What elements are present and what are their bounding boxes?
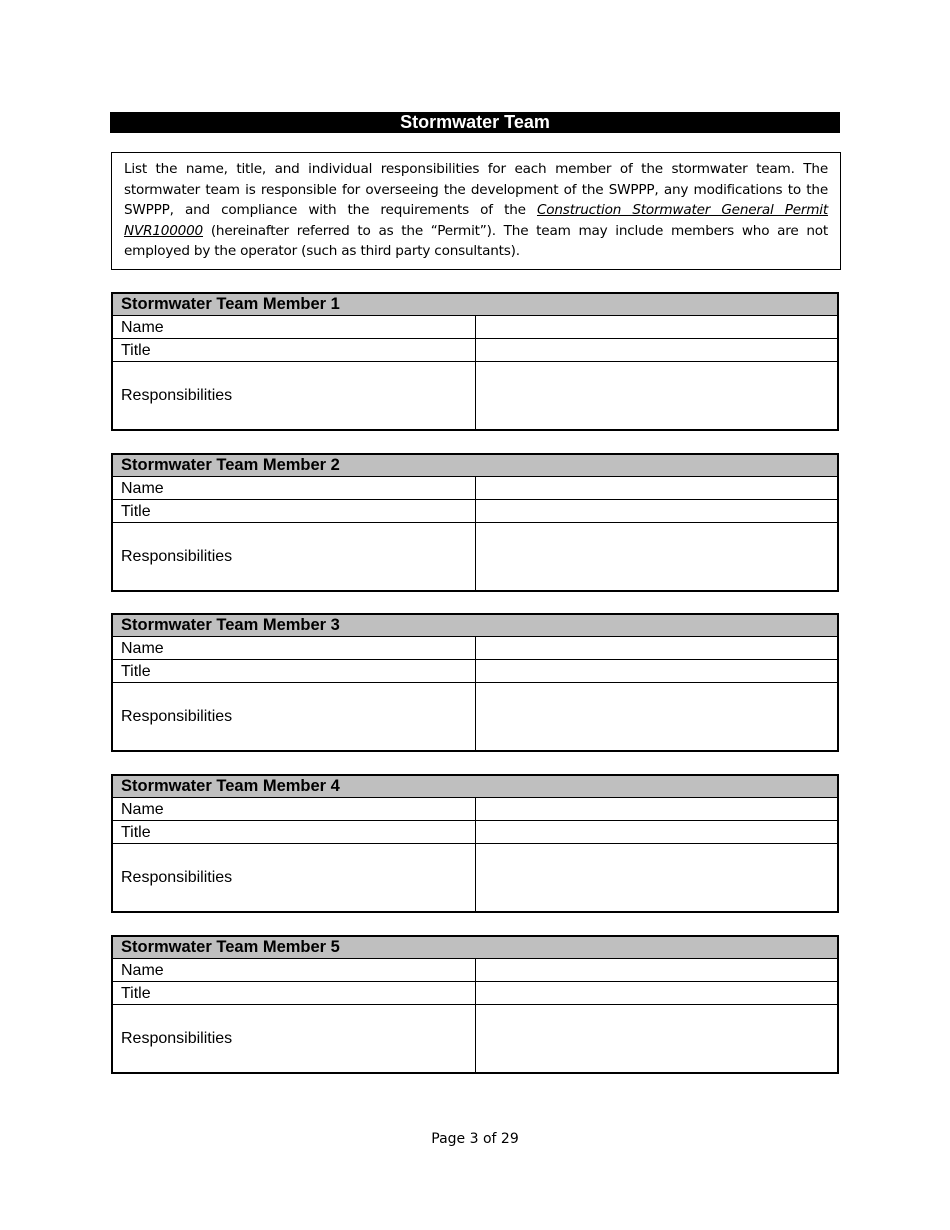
- title-label: Title: [112, 660, 475, 683]
- title-field[interactable]: [475, 821, 838, 844]
- responsibilities-field[interactable]: [475, 683, 838, 752]
- name-label: Name: [112, 477, 475, 500]
- responsibilities-field[interactable]: [475, 362, 838, 431]
- name-label: Name: [112, 959, 475, 982]
- team-member-table-5: [111, 935, 839, 1074]
- permit-name: Construction Stormwater General Permit NVR100000: [124, 202, 829, 239]
- name-field[interactable]: [475, 637, 838, 660]
- responsibilities-label: Responsibilities: [112, 683, 475, 752]
- title-field[interactable]: [475, 339, 838, 362]
- responsibilities-label: Responsibilities: [112, 1005, 475, 1074]
- name-field[interactable]: [475, 798, 838, 821]
- name-field[interactable]: [475, 959, 838, 982]
- name-label: Name: [112, 316, 475, 339]
- member-header: Stormwater Team Member 1: [112, 293, 838, 316]
- responsibilities-label: Responsibilities: [112, 844, 475, 913]
- instructions-box: [111, 152, 841, 270]
- title-field[interactable]: [475, 660, 838, 683]
- member-header: Stormwater Team Member 4: [112, 775, 838, 798]
- name-label: Name: [112, 637, 475, 660]
- team-member-table-4: [111, 774, 839, 913]
- page-number: Page 3 of 29: [431, 1131, 519, 1147]
- team-member-table-1: [111, 292, 839, 431]
- member-header: Stormwater Team Member 5: [112, 936, 838, 959]
- title-label: Title: [112, 339, 475, 362]
- title-label: Title: [112, 500, 475, 523]
- name-field[interactable]: [475, 477, 838, 500]
- title-label: Title: [112, 982, 475, 1005]
- member-header: Stormwater Team Member 3: [112, 614, 838, 637]
- responsibilities-field[interactable]: [475, 844, 838, 913]
- responsibilities-field[interactable]: [475, 1005, 838, 1074]
- title-field[interactable]: [475, 982, 838, 1005]
- member-header: Stormwater Team Member 2: [112, 454, 838, 477]
- responsibilities-field[interactable]: [475, 523, 838, 592]
- title-label: Title: [112, 821, 475, 844]
- name-label: Name: [112, 798, 475, 821]
- section-title-banner: Stormwater Team: [110, 112, 840, 133]
- team-member-table-2: [111, 453, 839, 592]
- responsibilities-label: Responsibilities: [112, 523, 475, 592]
- instructions-text-1: List the name, title, and individual responsibilities for each member of the stormwater team. The stormwater team is responsible for overseeing the development of the SWPPP, any modifications to the SWPPP, and compliance with the requirements of the: [124, 161, 828, 219]
- name-field[interactable]: [475, 316, 838, 339]
- instructions-text-2: (hereinafter referred to as the “Permit”). The team may include members who are not employed by the operator (such as third party consultants).: [124, 222, 828, 260]
- responsibilities-label: Responsibilities: [112, 362, 475, 431]
- team-member-table-3: [111, 613, 839, 752]
- title-field[interactable]: [475, 500, 838, 523]
